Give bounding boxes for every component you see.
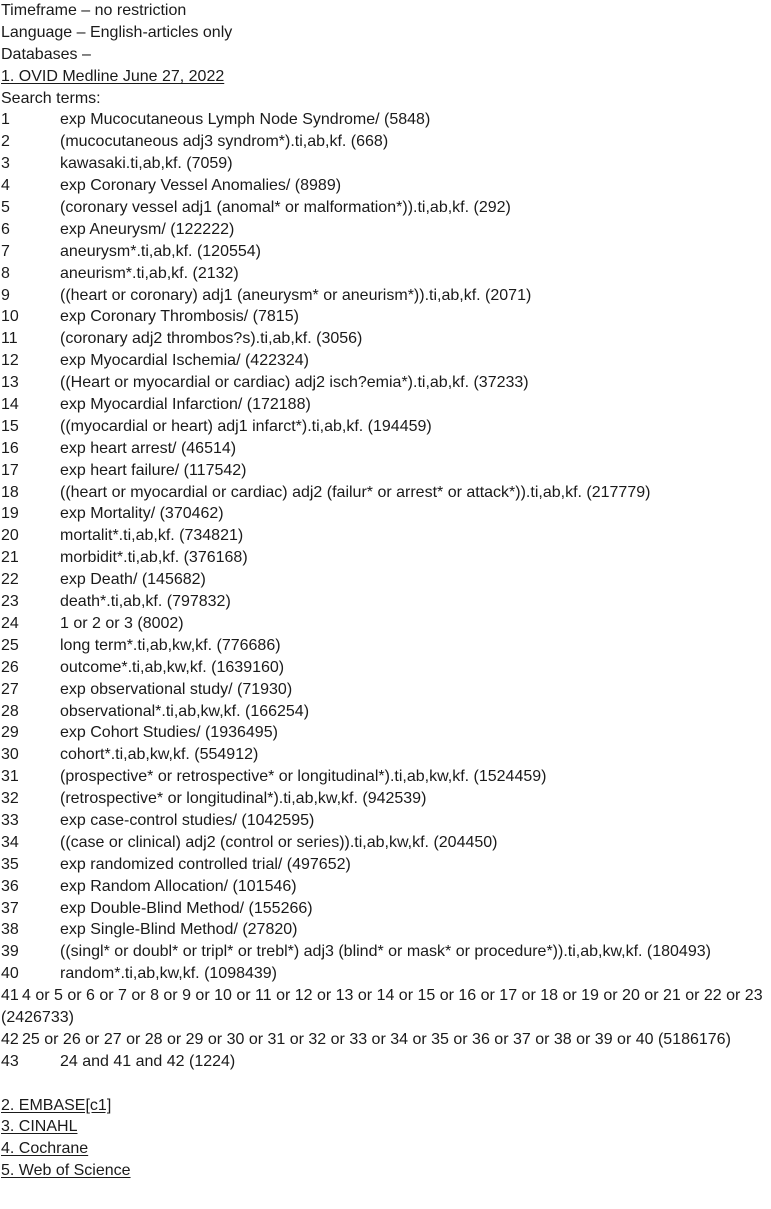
row-number: 37 [1, 899, 19, 917]
row-number: 24 [1, 614, 19, 632]
search-row [1, 372, 771, 394]
search-row [1, 679, 771, 701]
row-query: long term*.ti,ab,kw,kf. (776686) [60, 636, 281, 654]
row-number: 28 [1, 702, 19, 720]
row-query: observational*.ti,ab,kw,kf. (166254) [60, 702, 310, 720]
search-row [1, 416, 771, 438]
row-query: outcome*.ti,ab,kw,kf. (1639160) [60, 658, 285, 676]
search-row [1, 503, 771, 525]
row-query: exp heart failure/ (117542) [60, 461, 247, 479]
search-row [1, 1051, 771, 1073]
row-query: exp observational study/ (71930) [60, 680, 293, 698]
row-query: ((heart or myocardial or cardiac) adj2 (failur* or arrest* or attack*)).ti,ab,kf. (217779) [60, 483, 651, 501]
row-number: 16 [1, 439, 19, 457]
row-number: 8 [1, 264, 10, 282]
search-row [1, 919, 771, 941]
search-row [1, 657, 771, 679]
row-number: 1 [1, 111, 10, 129]
row-number: 31 [1, 768, 19, 786]
search-terms-label: Search terms: [1, 89, 101, 107]
cinahl-heading: 3. CINAHL [1, 1118, 78, 1136]
row-number: 3 [1, 155, 10, 173]
row-query: 25 or 26 or 27 or 28 or 29 or 30 or 31 or 32 or 33 or 34 or 35 or 36 or 37 or 38 or 39 or 40 (5186176) [22, 1030, 731, 1048]
row-query: ((myocardial or heart) adj1 infarct*).ti,ab,kf. (194459) [60, 417, 432, 435]
row-number: 17 [1, 461, 19, 479]
search-row [1, 306, 771, 328]
row-number: 32 [1, 790, 19, 808]
row-number: 18 [1, 483, 19, 501]
cochrane-heading: 4. Cochrane [1, 1140, 89, 1158]
row-query: 1 or 2 or 3 (8002) [60, 614, 184, 632]
search-row [1, 613, 771, 635]
row-number: 33 [1, 811, 19, 829]
medline-heading: 1. OVID Medline June 27, 2022 [1, 67, 225, 85]
row-query: kawasaki.ti,ab,kf. (7059) [60, 155, 233, 173]
row-number: 4 [1, 177, 10, 195]
embase-heading: 2. EMBASE[c1] [1, 1096, 112, 1114]
search-rows [1, 109, 771, 1072]
row-number: 40 [1, 965, 19, 983]
search-row [1, 175, 771, 197]
search-row [1, 941, 771, 963]
search-row [1, 898, 771, 920]
search-row [1, 788, 771, 810]
row-number: 11 [1, 330, 18, 348]
row-number: 13 [1, 374, 19, 392]
row-number: 41 [1, 987, 19, 1005]
language-line: Language – English-articles only [1, 23, 233, 41]
row-number: 10 [1, 308, 19, 326]
row-query: exp Death/ (145682) [60, 571, 206, 589]
search-row [1, 482, 771, 504]
row-query: ((singl* or doubl* or tripl* or trebl*) adj3 (blind* or mask* or procedure*)).ti,ab,kw,kf. (180493) [60, 943, 711, 961]
row-number: 42 [1, 1030, 19, 1048]
search-row [1, 394, 771, 416]
row-number: 14 [1, 396, 19, 414]
row-query: aneurysm*.ti,ab,kf. (120554) [60, 242, 261, 260]
row-query: cohort*.ti,ab,kw,kf. (554912) [60, 746, 259, 764]
search-row [1, 985, 771, 1029]
row-query: (mucocutaneous adj3 syndrom*).ti,ab,kf. (668) [60, 133, 389, 151]
row-number: 38 [1, 921, 19, 939]
search-row [1, 701, 771, 723]
search-row [1, 219, 771, 241]
search-row [1, 438, 771, 460]
row-number: 43 [1, 1052, 19, 1070]
row-query: 24 and 41 and 42 (1224) [60, 1052, 236, 1070]
search-row [1, 328, 771, 350]
row-query: exp Myocardial Infarction/ (172188) [60, 396, 311, 414]
row-number: 21 [1, 549, 19, 567]
row-query: exp Mucocutaneous Lymph Node Syndrome/ (5848) [60, 111, 431, 129]
row-query: ((Heart or myocardial or cardiac) adj2 isch?emia*).ti,ab,kf. (37233) [60, 374, 529, 392]
row-number: 39 [1, 943, 19, 961]
row-query: exp heart arrest/ (46514) [60, 439, 237, 457]
web-of-science-heading: 5. Web of Science [1, 1162, 131, 1180]
search-row [1, 1029, 771, 1051]
row-query: exp Random Allocation/ (101546) [60, 877, 297, 895]
search-row [1, 285, 771, 307]
row-number: 26 [1, 658, 19, 676]
row-query: exp case-control studies/ (1042595) [60, 811, 315, 829]
row-query: 4 or 5 or 6 or 7 or 8 or 9 or 10 or 11 or 12 or 13 or 14 or 15 or 16 or 17 or 18 or 19 or 20 or 21 or 22 or 23 (2426733) [1, 987, 763, 1026]
row-number: 27 [1, 680, 19, 698]
row-query: exp Myocardial Ischemia/ (422324) [60, 352, 310, 370]
row-query: exp Coronary Vessel Anomalies/ (8989) [60, 177, 342, 195]
search-row [1, 153, 771, 175]
row-query: exp randomized controlled trial/ (497652) [60, 855, 351, 873]
search-row [1, 810, 771, 832]
row-query: exp Aneurysm/ (122222) [60, 220, 235, 238]
search-row [1, 241, 771, 263]
search-row [1, 722, 771, 744]
row-number: 35 [1, 855, 19, 873]
row-query: (coronary adj2 thrombos?s).ti,ab,kf. (3056) [60, 330, 363, 348]
row-number: 5 [1, 199, 10, 217]
search-row [1, 350, 771, 372]
search-row [1, 197, 771, 219]
search-row [1, 263, 771, 285]
search-row [1, 460, 771, 482]
row-query: exp Single-Blind Method/ (27820) [60, 921, 298, 939]
row-query: death*.ti,ab,kf. (797832) [60, 593, 231, 611]
row-number: 25 [1, 636, 19, 654]
search-row [1, 569, 771, 591]
row-number: 23 [1, 593, 19, 611]
row-number: 30 [1, 746, 19, 764]
row-number: 9 [1, 286, 10, 304]
search-row [1, 131, 771, 153]
row-number: 20 [1, 527, 19, 545]
row-query: exp Double-Blind Method/ (155266) [60, 899, 313, 917]
row-number: 29 [1, 724, 19, 742]
search-row [1, 109, 771, 131]
databases-line: Databases – [1, 45, 91, 63]
search-row [1, 832, 771, 854]
row-query: morbidit*.ti,ab,kf. (376168) [60, 549, 248, 567]
row-number: 36 [1, 877, 19, 895]
search-row [1, 635, 771, 657]
search-row [1, 876, 771, 898]
row-number: 2 [1, 133, 10, 151]
spacer [1, 1073, 771, 1095]
row-query: (prospective* or retrospective* or longitudinal*).ti,ab,kw,kf. (1524459) [60, 768, 547, 786]
row-query: exp Mortality/ (370462) [60, 505, 224, 523]
timeframe-line: Timeframe – no restriction [1, 2, 187, 19]
row-query: aneurism*.ti,ab,kf. (2132) [60, 264, 239, 282]
row-query: (coronary vessel adj1 (anomal* or malformation*)).ti,ab,kf. (292) [60, 199, 511, 217]
row-number: 19 [1, 505, 19, 523]
row-number: 7 [1, 242, 10, 260]
row-number: 22 [1, 571, 19, 589]
row-query: ((case or clinical) adj2 (control or series)).ti,ab,kw,kf. (204450) [60, 833, 498, 851]
row-query: exp Cohort Studies/ (1936495) [60, 724, 278, 742]
row-number: 12 [1, 352, 19, 370]
search-row [1, 963, 771, 985]
row-number: 6 [1, 220, 10, 238]
row-number: 15 [1, 417, 19, 435]
search-row [1, 591, 771, 613]
search-row [1, 854, 771, 876]
row-query: random*.ti,ab,kw,kf. (1098439) [60, 965, 278, 983]
row-query: (retrospective* or longitudinal*).ti,ab,kw,kf. (942539) [60, 790, 427, 808]
row-query: mortalit*.ti,ab,kf. (734821) [60, 527, 244, 545]
search-row [1, 525, 771, 547]
search-row [1, 766, 771, 788]
search-row [1, 744, 771, 766]
row-query: ((heart or coronary) adj1 (aneurysm* or aneurism*)).ti,ab,kf. (2071) [60, 286, 532, 304]
row-query: exp Coronary Thrombosis/ (7815) [60, 308, 299, 326]
search-row [1, 547, 771, 569]
row-number: 34 [1, 833, 19, 851]
